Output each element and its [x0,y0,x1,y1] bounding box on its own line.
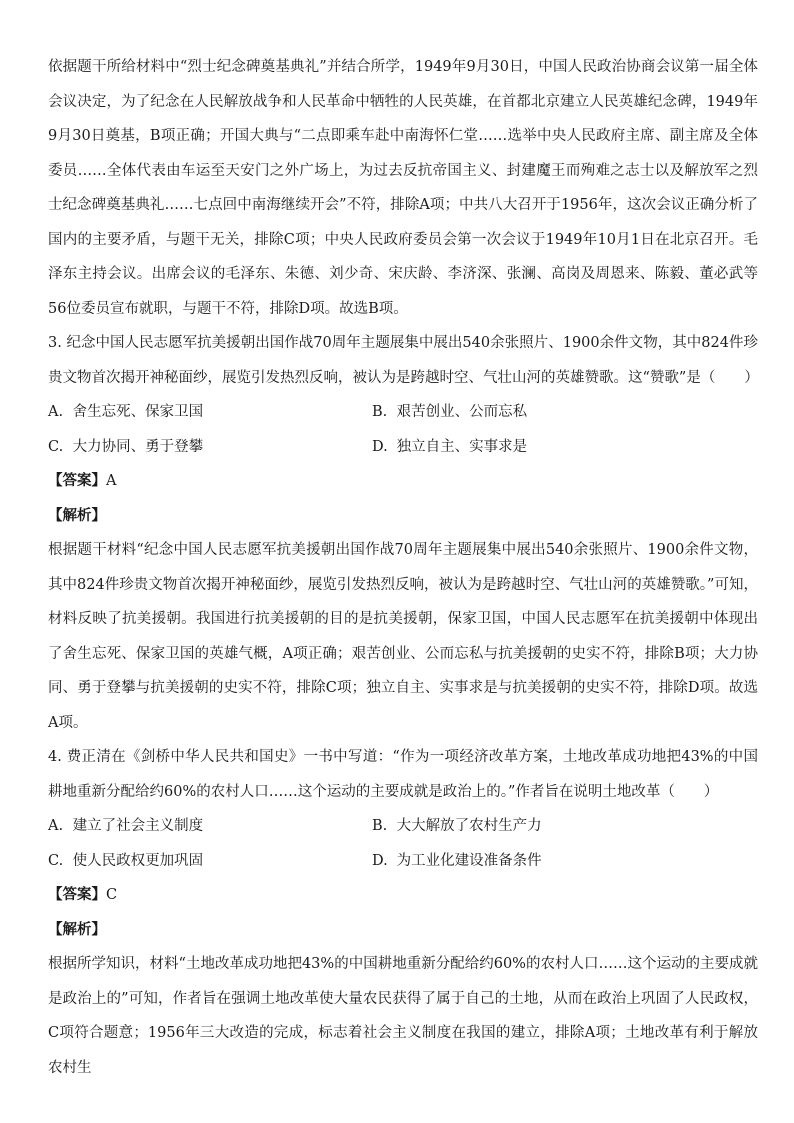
option-text: 大力协同、勇于登攀 [72,438,204,455]
previous-question-analysis: 依据题干所给材料中“烈士纪念碑奠基典礼”并结合所学，1949年9月30日，中国人民政治协商会议第一届全体会议决定，为了纪念在人民解放战争和人民革命中牺牲的人民英雄，在首都北京建立人民英雄纪念碑，1949年9月30日奠基，B项正确；开国大典与“二点即乘车赴中南海怀仁堂……选举中央人民政府主席、副主席及全体委员……全体代表由车运至天安门之外广场上，为过去反抗帝国主义、封建魔王而殉难之志士以及解放军之烈士纪念碑奠基典礼……七点回中南海继续开会”不符，排除A项；中共八大召开于1956年，这次会议正确分析了国内的主要矛盾，与题干无关，排除C项；中央人民政府委员会第一次会议于1949年10月1日在北京召开。毛泽东主持会议。出席会议的毛泽东、朱德、刘少奇、宋庆龄、李济深、张澜、高岗及周恩来、陈毅、董必武等56位委员宣布就职，与题干不符，排除D项。故选B项。 [48,59,758,317]
question-3-options [48,395,758,464]
question-3-analysis: 根据题干材料“纪念中国人民志愿军抗美援朝出国作战70周年主题展集中展出540余张照片、1900余件文物，其中824件珍贵文物首次揭开神秘面纱，展览引发热烈反响，被认为是跨越时空、气壮山河的英雄赞歌。”可知，材料反映了抗美援朝。我国进行抗美援朝的目的是抗美援朝，保家卫国，中国人民志愿军在抗美援朝中体现出了舍生忘死、保家卫国的英雄气概，A项正确；艰苦创业、公而忘私与抗美援朝的史实不符，排除B项；大力协同、勇于登攀与抗美援朝的史实不符，排除C项；独立自主、实事求是与抗美援朝的史实不符，排除D项。故选A项。 [48,542,758,731]
option-letter: D. [372,852,388,869]
option-letter: A. [48,404,64,420]
analysis-label: 【解析】 [48,920,106,938]
option-letter: A. [48,818,64,834]
option-text: 艰苦创业、公而忘私 [396,404,528,420]
option-letter: B. [372,818,388,834]
option-text: 独立自主、实事求是 [396,438,528,455]
answer-label: 【答案】 [48,472,106,489]
answer-value: A [106,473,117,489]
analysis-label: 【解析】 [48,506,106,524]
option-text: 为工业化建设准备条件 [396,852,542,869]
option-letter: B. [372,404,388,420]
answer-label: 【答案】 [48,886,106,903]
question-4 [48,740,758,1085]
option-text: 使人民政权更加巩固 [72,852,204,869]
option-text: 舍生忘死、保家卫国 [72,404,204,420]
option-d [372,430,758,465]
question-4-answer [48,878,758,913]
document-page [48,50,758,1085]
option-b [372,395,758,430]
option-c [48,430,372,465]
option-text: 大大解放了农村生产力 [396,818,542,834]
question-4-analysis: 根据所学知识，材料“土地改革成功地把43%的中国耕地重新分配给约60%的农村人口……这个运动的主要成就是政治上的”可知，作者旨在强调土地改革使大量农民获得了属于自己的土地，从而在政治上巩固了人民政权，C项符合题意；1956年三大改造的完成，标志着社会主义制度在我国的建立，排除A项；土地改革有利于解放农村生 [48,956,758,1076]
answer-value: C [106,887,118,903]
option-b [372,809,758,844]
question-4-analysis-label [48,913,758,948]
question-3-analysis-label [48,499,758,534]
question-4-options [48,809,758,878]
option-text: 建立了社会主义制度 [72,818,204,834]
option-letter: C. [48,438,64,455]
option-letter: C. [48,852,64,869]
option-d [372,844,758,879]
question-3 [48,326,758,740]
option-a [48,809,372,844]
option-c [48,844,372,879]
question-4-stem: 4. 费正清在《剑桥中华人民共和国史》一书中写道：“作为一项经济改革方案，土地改革成功地把43%的中国耕地重新分配给约60%的农村人口……这个运动的主要成就是政治上的。”作者旨在说明土地改革（ ） [48,749,758,800]
option-a [48,395,372,430]
option-letter: D. [372,438,388,455]
question-3-stem: 3. 纪念中国人民志愿军抗美援朝出国作战70周年主题展集中展出540余张照片、1900余件文物，其中824件珍贵文物首次揭开神秘面纱，展览引发热烈反响，被认为是跨越时空、气壮山河的英雄赞歌。这“赞歌”是（ ） [48,335,759,386]
question-3-answer [48,464,758,499]
